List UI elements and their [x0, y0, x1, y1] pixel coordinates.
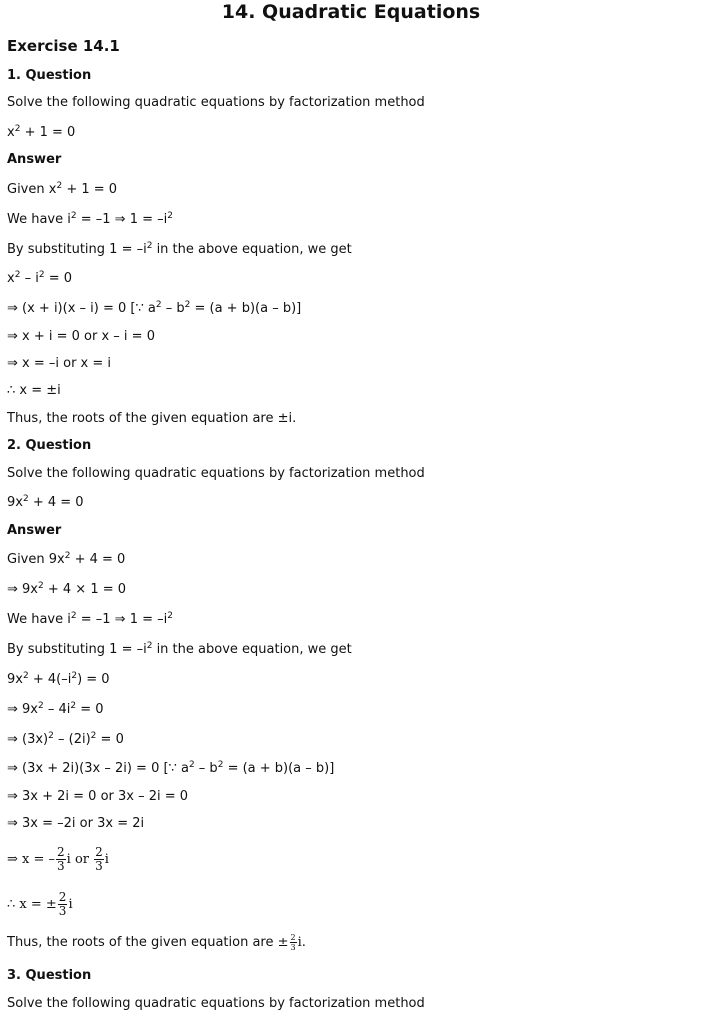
q1-step-5: ⇒ (x + i)(x – i) = 0 [∵ $a^2 - b^2 = (a + b)(a - b)$] [7, 300, 302, 316]
q2-step-1: Given $9x^2 + 4 = 0$ [7, 551, 126, 567]
q2-step-5: $9x^2 + 4(-i^2) = 0$ [7, 671, 110, 687]
q2-step-9: ⇒ 3x + 2i = 0 or 3x – 2i = 0 [7, 789, 189, 804]
q2-step-3: We have $i^2 = -1$ ⇒ $1 = -i^2$ [7, 611, 173, 627]
q2-step-4: By substituting $1 = -i^2$ in the above equation, we get [7, 641, 352, 657]
fraction: $\frac{2}{3}$ [58, 890, 67, 918]
page-title: 14. Quadratic Equations [221, 1, 481, 23]
q1-step-7: ⇒ x = –i or x = i [7, 356, 112, 371]
question-3-heading: 3. Question [7, 968, 92, 983]
fraction: $\frac{2}{3}$ [95, 845, 103, 873]
fraction: $\frac{2}{3}$ [57, 845, 65, 873]
q2-step-7: ⇒ $(3x)^2 - (2i)^2 = 0$ [7, 731, 124, 747]
fraction: $\frac{2}{3}$ [290, 933, 296, 952]
q2-step-10: ⇒ 3x = –2i or 3x = 2i [7, 816, 145, 831]
q2-step-8: ⇒ (3x + 2i)(3x – 2i) = 0 [∵ $a^2 - b^2 = (a + b)(a - b)$] [7, 760, 335, 776]
question-1-answer-label: Answer [7, 152, 62, 167]
q2-step-2: ⇒ $9x^2 + 4 \times 1 = 0$ [7, 581, 127, 597]
question-2-prompt: Solve the following quadratic equations by factorization method [7, 466, 425, 481]
q1-step-1: Given $x^2 + 1 = 0$ [7, 181, 118, 197]
q2-step-13: Thus, the roots of the given equation are ± $\frac{2}{3}$ i. [7, 933, 306, 952]
question-1-equation: $x^2 + 1 = 0$ [7, 124, 76, 140]
question-2-answer-label: Answer [7, 523, 62, 538]
q2-step-6: ⇒ $9x^2 - 4i^2 = 0$ [7, 701, 104, 717]
question-2-equation: $9x^2 + 4 = 0$ [7, 494, 84, 510]
question-1-prompt: Solve the following quadratic equations by factorization method [7, 95, 425, 110]
question-3-prompt: Solve the following quadratic equations by factorization method [7, 996, 425, 1011]
question-1-heading: 1. Question [7, 68, 92, 83]
q1-step-8: ∴ x = ±i [7, 383, 61, 398]
question-2-heading: 2. Question [7, 438, 92, 453]
q1-step-2: We have $i^2 = -1$ ⇒ $1 = -i^2$ [7, 211, 173, 227]
q2-step-12: ∴ x = ± $\frac{2}{3}$ i [7, 890, 73, 918]
q1-step-4: $x^2 - i^2 = 0$ [7, 270, 72, 286]
q1-step-6: ⇒ x + i = 0 or x – i = 0 [7, 329, 155, 344]
q1-step-9: Thus, the roots of the given equation are ±i. [7, 411, 297, 426]
exercise-heading: Exercise 14.1 [7, 37, 120, 55]
q2-step-11: ⇒ x = – $\frac{2}{3}$ i or $\frac{2}{3}$ i [7, 845, 109, 873]
q1-step-3: By substituting $1 = -i^2$ in the above equation, we get [7, 241, 352, 257]
